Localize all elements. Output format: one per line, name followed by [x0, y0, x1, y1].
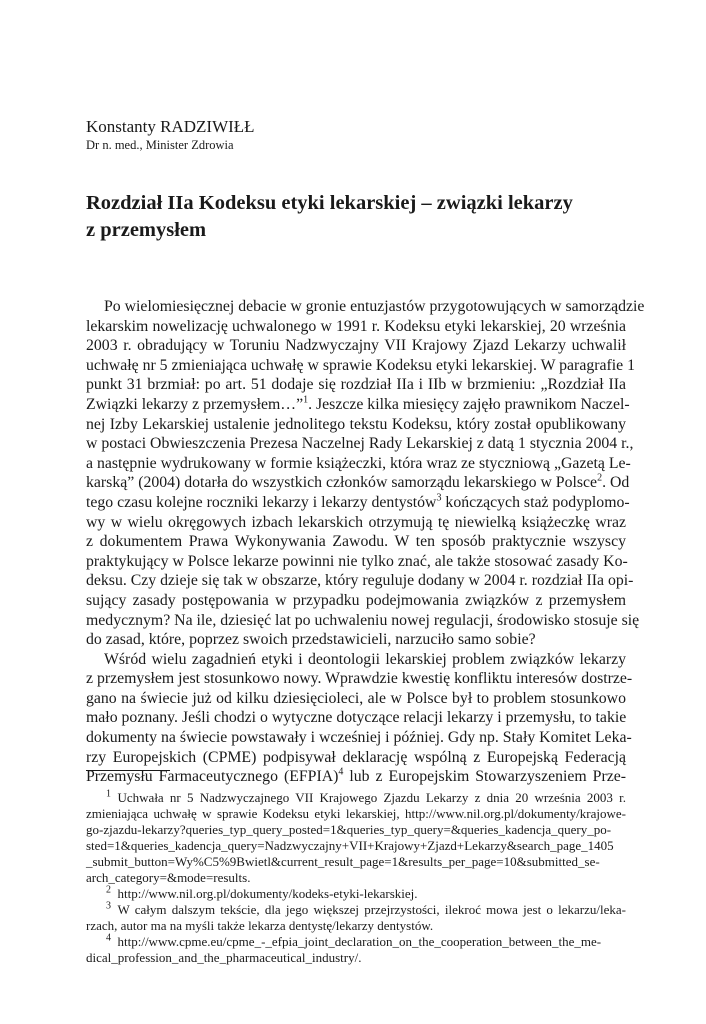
footnote-line: [86, 886, 626, 902]
chapter-title: [86, 190, 626, 244]
footnote-divider: [86, 770, 170, 771]
text-segment: lub z Europejskim Stowarzyszeniem Prze-: [343, 768, 626, 786]
footnote-ref: 4: [338, 766, 344, 778]
text-line: [86, 473, 630, 493]
author-name: Konstanty RADZIWIŁŁ: [86, 117, 255, 136]
text-line: mało poznany. Jeśli chodzi o wytyczne dotyczące relacji lekarzy i przemysłu, to takie: [86, 709, 627, 727]
footnote-line: [86, 934, 626, 950]
footnote-marker: 4: [106, 932, 111, 944]
text-line: sujący zasady postępowania w przypadku podejmowania związków z przemysłem: [86, 591, 626, 609]
text-line: [86, 492, 630, 513]
footnote: [86, 790, 626, 886]
paragraph-1: [86, 297, 645, 650]
text-line: a następnie wydrukowany w formie książeczki, która wraz ze styczniową „Gazetą Le-: [86, 454, 631, 472]
footnote: [86, 902, 626, 934]
footnote-text: http://www.cpme.eu/cpme_-_efpia_joint_declaration_on_the_cooperation_between_the_me-: [117, 934, 602, 949]
text-line: 2003 r. obradujący w Toruniu Nadzwyczajny VII Krajowy Zjazd Lekarzy uchwalił: [86, 337, 626, 355]
footnote-line: rzach, autor ma na myśli także lekarza dentystę/lekarzy dentystów.: [86, 918, 434, 933]
footnote-line: dical_profession_and_the_pharmaceutical_industry/.: [86, 950, 362, 965]
text-line: Wśród wielu zagadnień etyki i deontologii lekarskiej problem związków lekarzy: [104, 650, 626, 668]
text-line: uchwałę nr 5 zmieniająca uchwałę w sprawie Kodeksu etyki lekarskiej. W paragrafie 1: [86, 356, 636, 374]
text-line: lekarskim nowelizację uchwalonego w 1991 r. Kodeksu etyki lekarskiej, 20 września: [86, 317, 626, 335]
author-title: Dr n. med., Minister Zdrowia: [86, 138, 234, 152]
footnote-line: _submit_button=Wy%C5%9Bwietl&current_result_page=1&results_per_page=10&submitted_se-: [86, 854, 600, 869]
text-segment: Przemysłu Farmaceutycznego (EFPIA): [86, 768, 339, 786]
footnote-ref: 3: [436, 492, 442, 504]
text-line: wy w wielu okręgowych izbach lekarskich otrzymują tę niewielką książeczkę wraz: [86, 513, 626, 531]
footnote-ref: 1: [303, 394, 309, 406]
text-line: praktykujący w Polsce lekarze powinni nie tylko znać, ale także stosować zasady Ko-: [86, 552, 628, 570]
footnote-marker: 2: [106, 884, 111, 896]
footnote-marker: 1: [106, 788, 111, 800]
footnote-line: go-zjazdu-lekarzy?queries_typ_query_posted=1&queries_typ_query=&queries_kadencja_query_po-: [86, 822, 612, 837]
text-segment: Związki lekarzy z przemysłem…”: [86, 395, 304, 413]
text-line: punkt 31 brzmiał: po art. 51 dodaje się rozdział IIa i IIb w brzmieniu: „Rozdział IIa: [86, 376, 626, 394]
footnote: [86, 886, 626, 902]
footnote-text: Uchwała nr 5 Nadzwyczajnego VII Krajowego Zjazdu Lekarzy z dnia 20 września 2003 r.: [117, 790, 626, 805]
footnote-line: [86, 790, 626, 806]
text-line: gano na świecie już od kilku dziesięcioleci, ale w Polsce był to problem stosunkowo: [86, 689, 626, 707]
footnote-ref: 2: [597, 473, 603, 485]
footnote-line: sted=1&queries_kadencja_query=Nadzwyczajny+VII+Krajowy+Zjazd+Lekarzy&search_page_1405: [86, 838, 614, 853]
text-line: rzy Europejskich (CPME) podpisywał deklarację wspólną z Europejską Federacją: [86, 748, 626, 766]
footnote-line: arch_category=&mode=results.: [86, 870, 251, 885]
chapter-title-line: z przemysłem: [86, 219, 207, 241]
text-segment: karską” (2004) dotarła do wszystkich członków samorządu lekarskiego w Polsce: [86, 474, 598, 492]
footnote-line: [86, 902, 626, 918]
text-segment: kończących staż podyplomo-: [441, 493, 630, 511]
footnotes: [86, 790, 626, 966]
text-line: z przemysłem jest stosunkowo nowy. Wprawdzie kwestię konfliktu interesów dostrze-: [86, 670, 633, 688]
text-segment: . Jeszcze kilka miesięcy zajęło prawnikom Naczel-: [308, 395, 630, 413]
paragraph-2: [86, 650, 633, 787]
body-text: [86, 297, 645, 787]
text-segment: . Od: [602, 474, 630, 492]
footnote-text: W całym dalszym tekście, dla jego większej przejrzystości, ilekroć mowa jest o lekarzu/leka-: [117, 902, 626, 917]
text-line: medycznym? Na ile, dziesięć lat po uchwaleniu nowej regulacji, środowisko stosuje się: [86, 611, 640, 629]
footnote: [86, 934, 626, 966]
text-segment: tego czasu kolejne roczniki lekarzy i lekarzy dentystów: [86, 493, 437, 511]
text-line: deksu. Czy dzieje się tak w obszarze, który reguluje dodany w 2004 r. rozdział IIa opi-: [86, 572, 634, 590]
text-line: nej Izby Lekarskiej ustalenie jednolitego tekstu Kodeksu, który został opublikowany: [86, 415, 626, 433]
text-line: do zasad, które, poprzez swoich przedstawicieli, narzuciło samo sobie?: [86, 631, 536, 649]
text-line: dokumenty na świecie powstawały i wcześniej i później. Gdy np. Stały Komitet Leka-: [86, 729, 632, 747]
footnote-marker: 3: [106, 900, 111, 912]
text-line: [86, 394, 630, 415]
footnote-text: http://www.nil.org.pl/dokumenty/kodeks-etyki-lekarskiej.: [117, 886, 418, 901]
text-line: w postaci Obwieszczenia Prezesa Naczelnej Rady Lekarskiej z datą 1 stycznia 2004 r.,: [86, 435, 634, 453]
text-line: z dokumentem Prawa Wykonywania Zawodu. W ten sposób praktycznie wszyscy: [86, 533, 626, 551]
footnote-line: zmieniająca uchwałę w sprawie Kodeksu etyki lekarskiej, http://www.nil.org.pl/dokumenty/krajowe-: [86, 806, 626, 821]
text-line: Po wielomiesięcznej debacie w gronie entuzjastów przygotowujących w samorządzie: [104, 298, 645, 315]
chapter-title-line: Rozdział IIa Kodeksu etyki lekarskiej – związki lekarzy: [86, 192, 573, 214]
